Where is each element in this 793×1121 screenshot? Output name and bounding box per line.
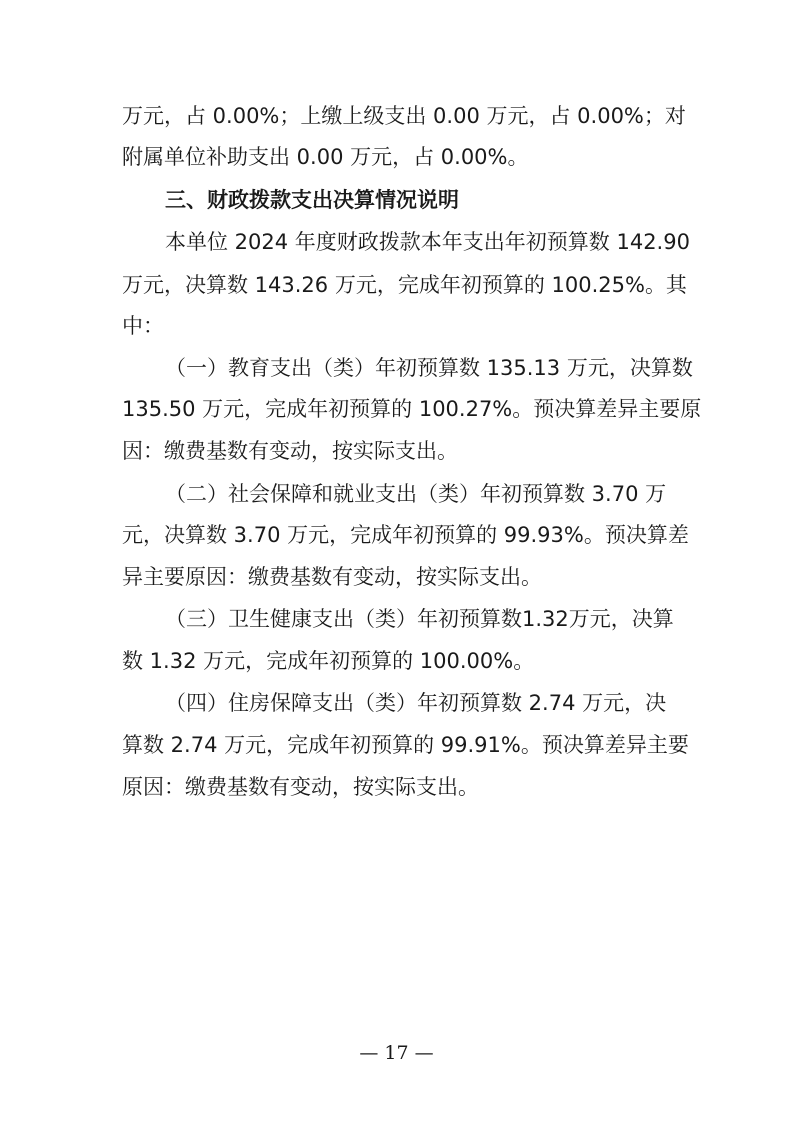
section-heading: 三、财政拨款支出决算情况说明 <box>165 188 459 212</box>
paragraph-line: 因：缴费基数有变动，按实际支出。 <box>122 439 458 463</box>
paragraph-line: （二）社会保障和就业支出（类）年初预算数 3.70 万 <box>165 482 667 506</box>
paragraph-line: 中： <box>122 314 164 338</box>
paragraph-line: （三）卫生健康支出（类）年初预算数1.32万元，决算 <box>165 607 674 631</box>
paragraph-line: 附属单位补助支出 0.00 万元，占 0.00%。 <box>122 145 529 169</box>
paragraph-line: 元，决算数 3.70 万元，完成年初预算的 99.93%。预决算差 <box>122 523 689 547</box>
paragraph-line: 135.50 万元，完成年初预算的 100.27%。预决算差异主要原 <box>122 397 702 421</box>
paragraph-line: （一）教育支出（类）年初预算数 135.13 万元，决算数 <box>165 356 693 380</box>
paragraph-line: 异主要原因：缴费基数有变动，按实际支出。 <box>122 565 542 589</box>
paragraph-line: （四）住房保障支出（类）年初预算数 2.74 万元，决 <box>165 691 667 715</box>
page-number: — 17 — <box>359 1042 434 1064</box>
paragraph-line: 数 1.32 万元，完成年初预算的 100.00%。 <box>122 649 535 673</box>
paragraph-line: 万元，决算数 143.26 万元，完成年初预算的 100.25%。其 <box>122 273 687 297</box>
paragraph-line: 本单位 2024 年度财政拨款本年支出年初预算数 142.90 <box>165 230 690 254</box>
paragraph-line: 万元，占 0.00%；上缴上级支出 0.00 万元，占 0.00%；对 <box>122 104 686 128</box>
paragraph-line: 原因：缴费基数有变动，按实际支出。 <box>122 775 479 799</box>
paragraph-line: 算数 2.74 万元，完成年初预算的 99.91%。预决算差异主要 <box>122 733 689 757</box>
